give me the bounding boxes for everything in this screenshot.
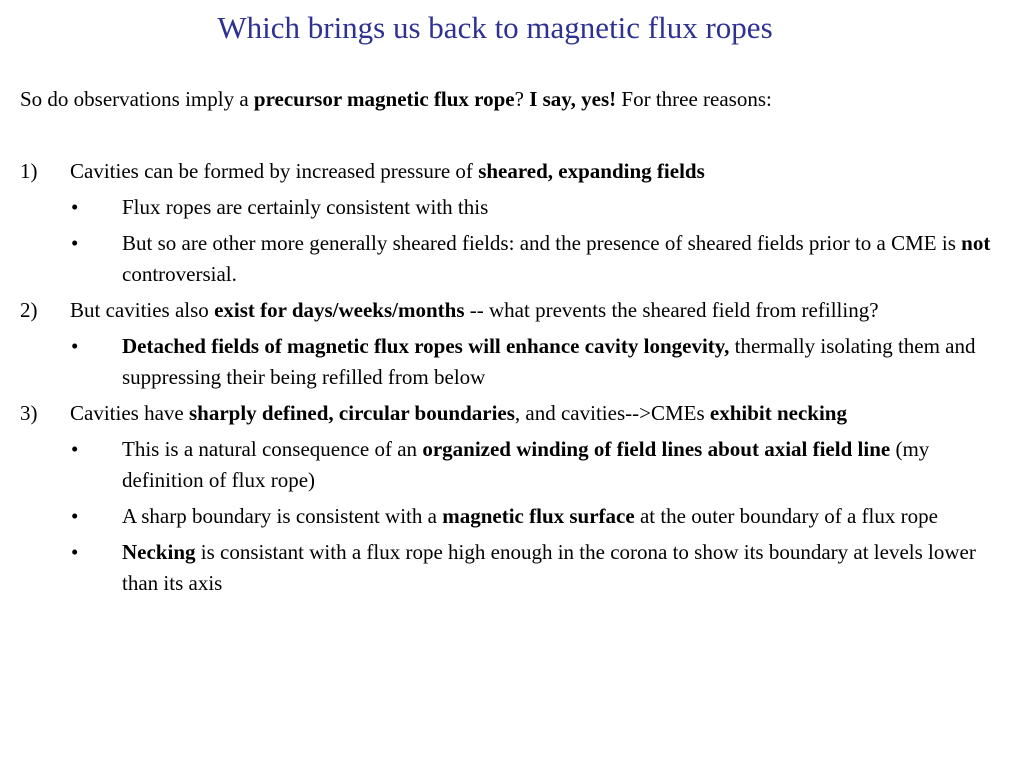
sub-bullet <box>20 537 1000 599</box>
intro-bold-flux-rope: precursor magnetic flux rope <box>253 87 515 111</box>
sub-bullet <box>20 192 1000 223</box>
bullet-marker: • <box>71 231 79 255</box>
sub-bold-part: Necking <box>122 540 196 564</box>
bullet-marker: • <box>71 437 79 461</box>
item-bold-part: sheared, expanding fields <box>478 159 705 183</box>
bullet-marker: • <box>71 195 79 219</box>
item-bold-part: exhibit necking <box>709 401 847 425</box>
sub-bullet <box>20 331 1000 393</box>
sub-bold-part: magnetic flux surface <box>442 504 635 528</box>
sub-text-part: is consistant with a flux rope high enough in the corona to show its boundary at levels lower than its axis <box>122 540 976 595</box>
sub-text-part: at the outer boundary of a flux rope <box>634 504 938 528</box>
item-text-part: But cavities also <box>70 298 215 322</box>
sub-bold-part: organized winding of field lines about axial field line <box>422 437 891 461</box>
sub-text-part: thermally isolating them and suppressing their being refilled from below <box>122 334 976 389</box>
sub-text-part: Flux ropes are certainly consistent with this <box>122 195 489 219</box>
bullet-marker: • <box>71 540 79 564</box>
item-text <box>70 295 1000 326</box>
item-text <box>70 156 1000 187</box>
sub-text-part: controversial. <box>122 262 237 286</box>
item-number: 2) <box>20 298 38 322</box>
sub-text-part: This is a natural consequence of an <box>122 437 423 461</box>
sub-text <box>122 434 1000 496</box>
sub-text <box>122 331 1000 393</box>
sub-bullet <box>20 228 1000 290</box>
item-text-part: , and cavities-->CMEs <box>514 401 710 425</box>
sub-text-part: (my definition of flux rope) <box>122 437 930 492</box>
item-number: 1) <box>20 159 38 183</box>
intro-bold-yes: I say, yes! <box>529 87 617 111</box>
sub-text-part: But so are other more generally sheared fields: and the presence of sheared fields prior to a CME is <box>122 231 962 255</box>
item-bold-part: exist for days/weeks/months <box>214 298 465 322</box>
intro-text: For three reasons: <box>616 87 772 111</box>
item-text <box>70 398 1000 429</box>
sub-text <box>122 192 1000 223</box>
item-bold-part: sharply defined, circular boundaries <box>188 401 515 425</box>
reason-item <box>20 295 1000 326</box>
item-text-part: -- what prevents the sheared field from refilling? <box>464 298 879 322</box>
sub-bullet <box>20 434 1000 496</box>
sub-text <box>122 537 1000 599</box>
item-number: 3) <box>20 401 38 425</box>
reasons-list <box>20 156 1000 604</box>
sub-bullet <box>20 501 1000 532</box>
intro-text: ? <box>514 87 530 111</box>
intro-line <box>20 84 1000 115</box>
item-text-part: Cavities have <box>70 401 189 425</box>
bullet-marker: • <box>71 504 79 528</box>
sub-bold-part: not <box>961 231 991 255</box>
reason-item <box>20 156 1000 187</box>
sub-text-part: A sharp boundary is consistent with a <box>122 504 443 528</box>
sub-bold-part: Detached fields of magnetic flux ropes will enhance cavity longevity, <box>122 334 730 358</box>
sub-text <box>122 228 1000 290</box>
slide-title: Which brings us back to magnetic flux ropes <box>217 10 773 45</box>
intro-text: So do observations imply a <box>20 87 254 111</box>
reason-item <box>20 398 1000 429</box>
bullet-marker: • <box>71 334 79 358</box>
sub-text <box>122 501 1000 532</box>
item-text-part: Cavities can be formed by increased pressure of <box>70 159 479 183</box>
